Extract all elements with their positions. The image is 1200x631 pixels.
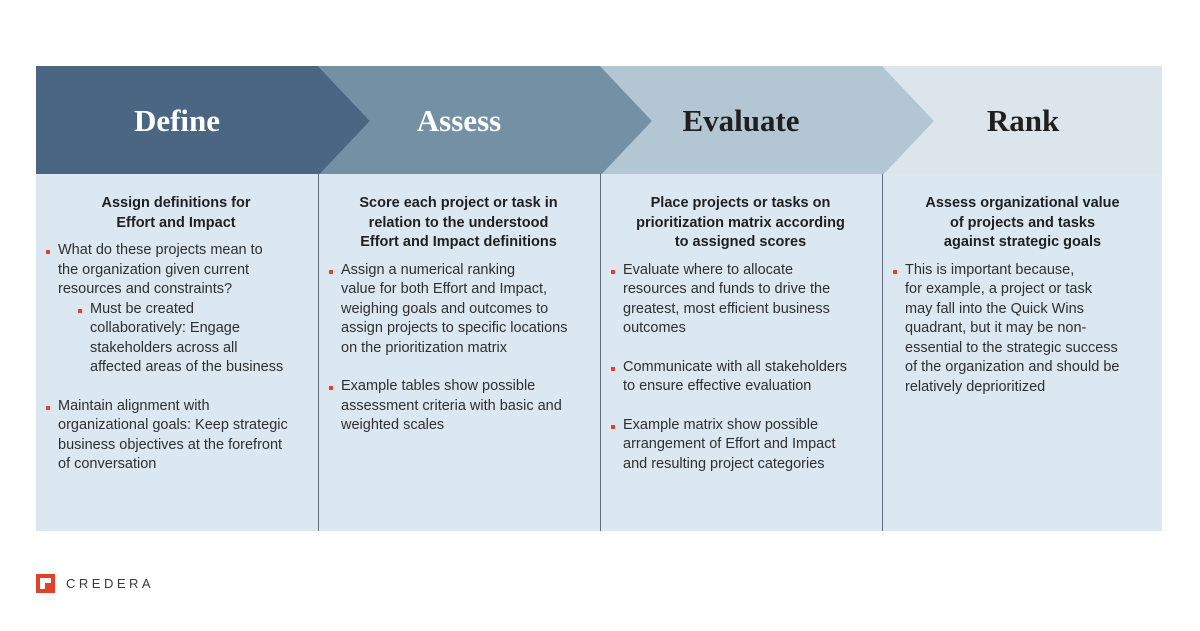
panel-define bbox=[36, 174, 318, 531]
panel-evaluate bbox=[600, 174, 882, 531]
bullet-list bbox=[611, 261, 870, 475]
bullet-list bbox=[893, 261, 1152, 398]
panel-heading: Assess organizational value of projects and tasks against strategic goals bbox=[925, 195, 1120, 250]
stage-title-rank: Rank bbox=[986, 103, 1060, 138]
panel-heading: Place projects or tasks on prioritization matrix according to assigned scores bbox=[636, 195, 845, 250]
bullet-item: Evaluate where to allocate resources and funds to drive the greatest, most efficient business outcomes bbox=[611, 261, 870, 339]
bullet-item: Maintain alignment with organizational goals: Keep strategic business objectives at the forefront of conversation bbox=[46, 397, 306, 475]
panel-rank bbox=[882, 174, 1164, 531]
panel-heading: Assign definitions for Effort and Impact bbox=[101, 195, 251, 231]
panel-heading: Score each project or task in relation to the understood Effort and Impact definitions bbox=[359, 195, 558, 250]
credera-logo-icon bbox=[36, 574, 55, 593]
bullet-item: This is important because, for example, a project or task may fall into the Quick Wins quadrant, but it may be non- essential to the strategic success of the organization and should be relatively deprioritized bbox=[893, 261, 1152, 398]
brand-name: CREDERA bbox=[66, 576, 155, 591]
stage-title-assess: Assess bbox=[416, 103, 502, 138]
stage-panels bbox=[36, 174, 1162, 531]
stage-title-define: Define bbox=[133, 103, 221, 138]
bullet-list bbox=[329, 261, 588, 436]
bullet-item: Example matrix show possible arrangement of Effort and Impact and resulting project categories bbox=[611, 416, 870, 475]
bullet-item: Communicate with all stakeholders to ensure effective evaluation bbox=[611, 358, 870, 397]
bullet-item: Example tables show possible assessment criteria with basic and weighted scales bbox=[329, 377, 588, 436]
stage-title-evaluate: Evaluate bbox=[682, 103, 800, 138]
bullet-item: Assign a numerical ranking value for both Effort and Impact, weighing goals and outcomes to assign projects to specific locations on the prioritization matrix bbox=[329, 261, 588, 359]
sub-bullet-item: Must be created collaboratively: Engage stakeholders across all affected areas of the business bbox=[46, 300, 306, 378]
process-diagram bbox=[36, 66, 1162, 531]
bullet-item: What do these projects mean to the organization given current resources and constraints? bbox=[46, 241, 306, 300]
panel-assess bbox=[318, 174, 600, 531]
bullet-list bbox=[46, 241, 306, 475]
